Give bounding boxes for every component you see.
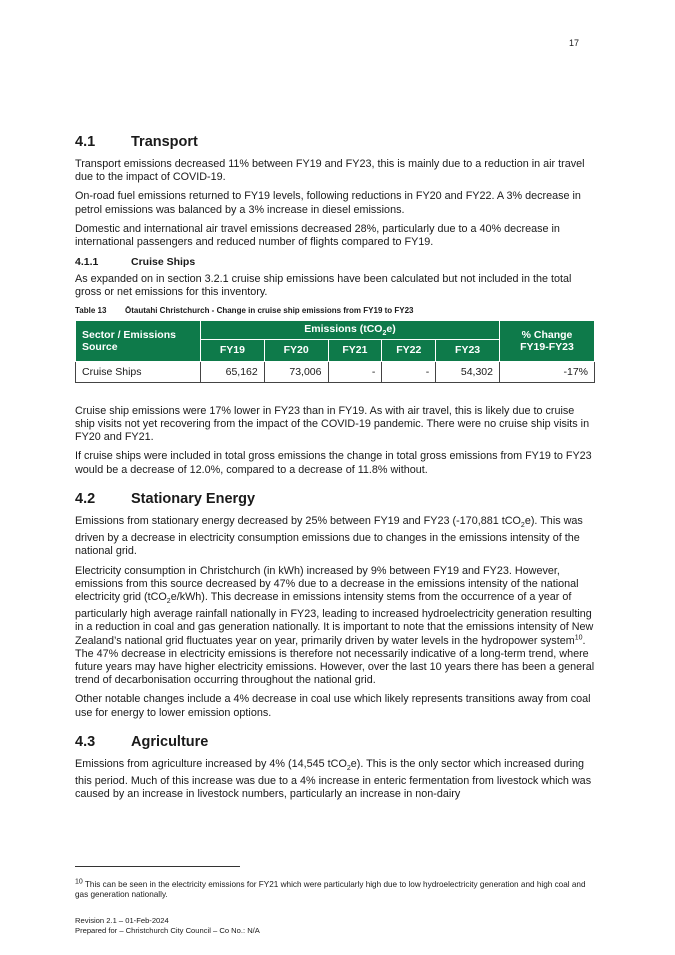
paragraph: Transport emissions decreased 11% between FY19 and FY23, this is mainly due to a reduction in air travel due to the impact of COVID-19. [75, 158, 585, 184]
cell-value: 73,006 [264, 361, 328, 382]
footnote-ref: 10 [574, 634, 583, 642]
section-heading-agriculture [75, 732, 595, 752]
cell-value: - [328, 361, 382, 382]
paragraph: On-road fuel emissions returned to FY19 levels, following reductions in FY20 and FY22. A 3% decrease in petrol emissions was balanced by a 3% increase in diesel emissions. [75, 190, 581, 216]
section-number: 4.2 [75, 490, 96, 507]
cruise-emissions-table [75, 320, 595, 383]
paragraph: Emissions from stationary energy decreased by 25% between FY19 and FY23 (-170,881 tCO$_2$e). This was driven by a decrease in electricity consumption emissions due to changes in the emissions intensity of the national grid. [75, 514, 583, 558]
header-year: FY19 [201, 339, 265, 361]
subsection-heading-cruise-ships [75, 255, 595, 269]
section-heading-stationary-energy [75, 489, 595, 509]
page-number: 17 [568, 38, 579, 48]
table-label: Table 13 [75, 305, 107, 315]
section-title: Stationary Energy [131, 490, 256, 507]
section-number: 4.1 [75, 134, 96, 150]
paragraph: If cruise ships were included in total gross emissions the change in total gross emissions from FY19 to FY23 would be a decrease of 12.0%, compared to a decrease of 11.8% without. [75, 450, 592, 476]
paragraph: Domestic and international air travel emissions decreased 28%, particularly due to a 40% decrease in international passengers and reduced number of flights compared to FY19. [75, 222, 560, 249]
footer-revision: Revision 2.1 – 01-Feb-2024 [75, 916, 169, 925]
header-year: FY23 [436, 339, 500, 361]
table-caption-text: Ōtautahi Christchurch - Change in cruise ship emissions from FY19 to FY23 [125, 305, 414, 315]
cell-value: 65,162 [201, 361, 265, 382]
footnote-divider [75, 866, 240, 867]
page-footer [75, 916, 260, 936]
paragraph: Other notable changes include a 4% decrease in coal use which likely represents transitions away from coal use for energy to lower emission options. [75, 693, 591, 719]
header-sector: Sector / Emissions Source [76, 320, 201, 361]
footnote: $^{10}$ This can be seen in the electricity emissions for FY21 which were particularly high due to low hydroelectricity generation and high coal and gas generation nationally. [75, 878, 586, 899]
header-year: FY20 [264, 339, 328, 361]
cell-value: 54,302 [436, 361, 500, 382]
subsection-title: Cruise Ships [131, 256, 196, 269]
table-caption [75, 306, 595, 315]
header-emissions: Emissions (tCO$_2$e) [201, 320, 500, 339]
page-content [75, 132, 595, 808]
header-year: FY22 [382, 339, 436, 361]
section-title: Transport [131, 134, 198, 150]
subsection-number: 4.1.1 [75, 256, 99, 269]
paragraph: Emissions from agriculture increased by 4% (14,545 tCO$_2$e). This is the only sector which increased during this period. Much of this increase was due to a 4% increase in enteric fermentation from livestock which was caused by an increase in livestock numbers, particularly an increase in non-dairy [75, 757, 592, 801]
header-year: FY21 [328, 339, 382, 361]
cell-value: - [382, 361, 436, 382]
section-number: 4.3 [75, 733, 96, 750]
paragraph: Electricity consumption in Christchurch (in kWh) increased by 9% between FY19 and FY23. However, emissions from this source decreased by 47% due to a decrease in the emissions intensity of the national electricity grid (tCO$_2$e/kWh). This decrease in emissions intensity stems from the occurrence of a year of particularly high average rainfall nationally in FY23, leading to increased hydroelectricity generation resulting in a reduction in coal and gas generation nationally. It is important to note that the emissions intensity of New Zealand’s national grid fluctuates year on year, primarily driven by water levels in the hydropower system$^{10}$. The 47% decrease in electricity emissions is therefore not necessarily indicative of a long-term trend, where future years may have higher electricity emissions. However, over the last 10 years there has been a general trend of decarbonisation occurring throughout the national grid. [75, 564, 595, 687]
paragraph: As expanded on in section 3.2.1 cruise ship emissions have been calculated but not included in the total gross or net emissions for this inventory. [75, 273, 572, 299]
cell-pct: -17% [500, 361, 595, 382]
paragraph: Cruise ship emissions were 17% lower in FY23 than in FY19. As with air travel, this is likely due to cruise ship visits not yet recovering from the impact of the COVID-19 pandemic. There were no cruise ship visits in FY20 and FY21. [75, 404, 590, 444]
table-row [76, 361, 595, 382]
cell-source: Cruise Ships [76, 361, 201, 382]
footer-prepared: Prepared for – Christchurch City Council – Co No.: N/A [75, 926, 260, 935]
header-pct-change: % Change FY19-FY23 [500, 320, 595, 361]
section-title: Agriculture [131, 733, 209, 750]
section-heading-transport [75, 132, 595, 152]
